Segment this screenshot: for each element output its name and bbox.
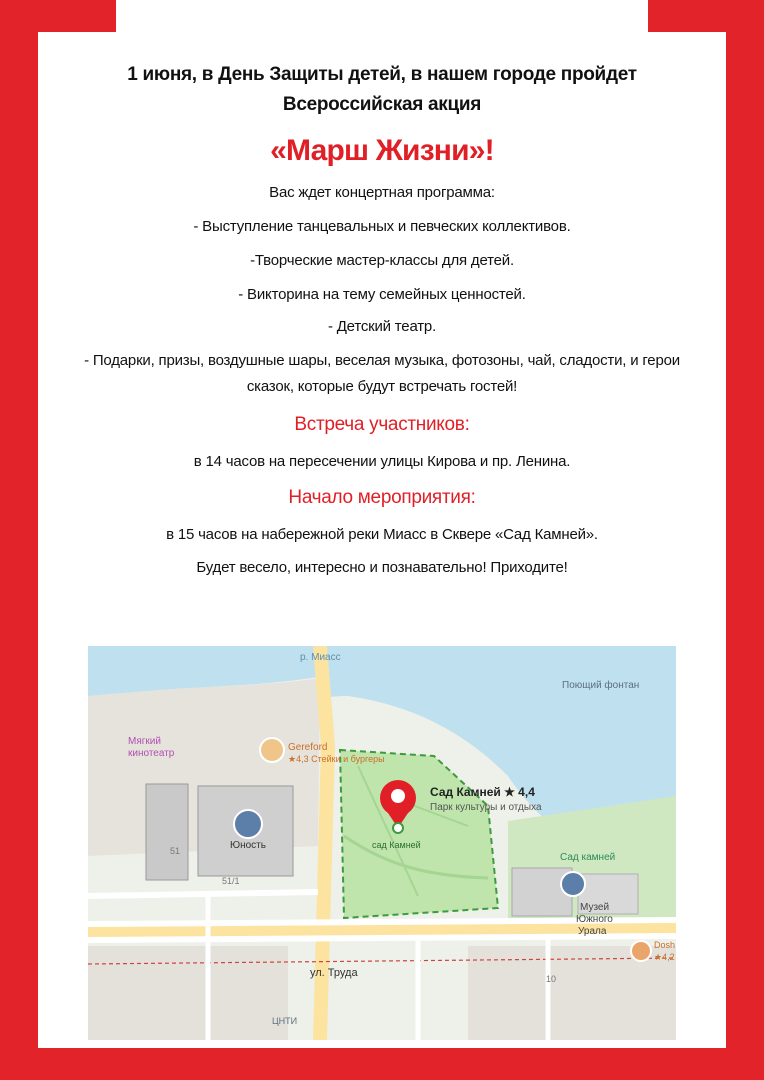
gereford-icon[interactable]	[260, 738, 284, 762]
dosh-label: Dosh	[654, 940, 676, 950]
museum-label-3: Урала	[578, 926, 607, 937]
start-heading: Начало мероприятия:	[288, 487, 476, 508]
cinema-label-1: Мягкий	[128, 736, 161, 747]
street-label: ул. Труда	[310, 967, 358, 979]
program-item-6: сказок, которые будут встречать гостей!	[246, 378, 518, 395]
place-title: Сад Камней ★ 4,4	[430, 785, 535, 799]
intro-text	[0, 60, 764, 120]
program-item-1: - Выступление танцевальных и певческих коллективов.	[193, 218, 571, 235]
location-map[interactable]	[88, 646, 676, 1040]
program-heading: Вас ждет концертная программа:	[269, 184, 495, 201]
start-text: в 15 часов на набережной реки Миасс в Сквере «Сад Камней».	[166, 526, 598, 543]
ctni-label: ЦНТИ	[272, 1016, 298, 1026]
sad-kamney-2-label: Сад камней	[560, 852, 616, 863]
map-canvas	[88, 646, 676, 1040]
house-10: 10	[546, 974, 557, 984]
event-title: «Марш Жизни»!	[270, 134, 494, 167]
program-item-2: -Творческие мастер-классы для детей.	[250, 252, 514, 269]
yunost-label: Юность	[230, 840, 266, 851]
building-51	[146, 784, 188, 880]
program-item-3: - Викторина на тему семейных ценностей.	[238, 286, 526, 303]
house-51: 51	[170, 846, 181, 856]
dosh-rating: ★4,2	[654, 952, 675, 962]
vertical-avenue	[320, 646, 328, 1040]
gereford-name: Gereford	[288, 742, 328, 753]
closing-text: Будет весело, интересно и познавательно! Приходите!	[196, 559, 568, 576]
pin-label: сад Камней	[372, 840, 421, 850]
river-label: р. Миасс	[300, 652, 341, 663]
museum-label-1: Музей	[580, 902, 610, 913]
yunost-icon[interactable]	[234, 810, 262, 838]
museum-label-2: Южного	[576, 914, 613, 925]
place-subtitle: Парк культуры и отдыха	[430, 802, 542, 813]
gereford-desc: ★4,3 Стейки и бургеры	[288, 754, 385, 764]
house-51-1: 51/1	[222, 876, 240, 886]
program-item-4: - Детский театр.	[327, 318, 437, 335]
program-item-5: - Подарки, призы, воздушные шары, веселая музыка, фотозоны, чай, сладости, и герои	[84, 352, 680, 369]
intro-line-2: Всероссийская акция	[282, 94, 482, 115]
cinema-label-2: кинотеатр	[128, 748, 175, 759]
meeting-heading: Встреча участников:	[294, 414, 470, 435]
museum-icon[interactable]	[561, 872, 585, 896]
dosh-icon[interactable]	[631, 941, 651, 961]
top-white-gap	[116, 0, 648, 32]
intro-line-1: 1 июня, в День Защиты детей, в нашем городе пройдет	[127, 64, 637, 85]
fountain-label: Поющий фонтан	[562, 680, 640, 691]
meeting-text: в 14 часов на пересечении улицы Кирова и пр. Ленина.	[193, 453, 571, 470]
